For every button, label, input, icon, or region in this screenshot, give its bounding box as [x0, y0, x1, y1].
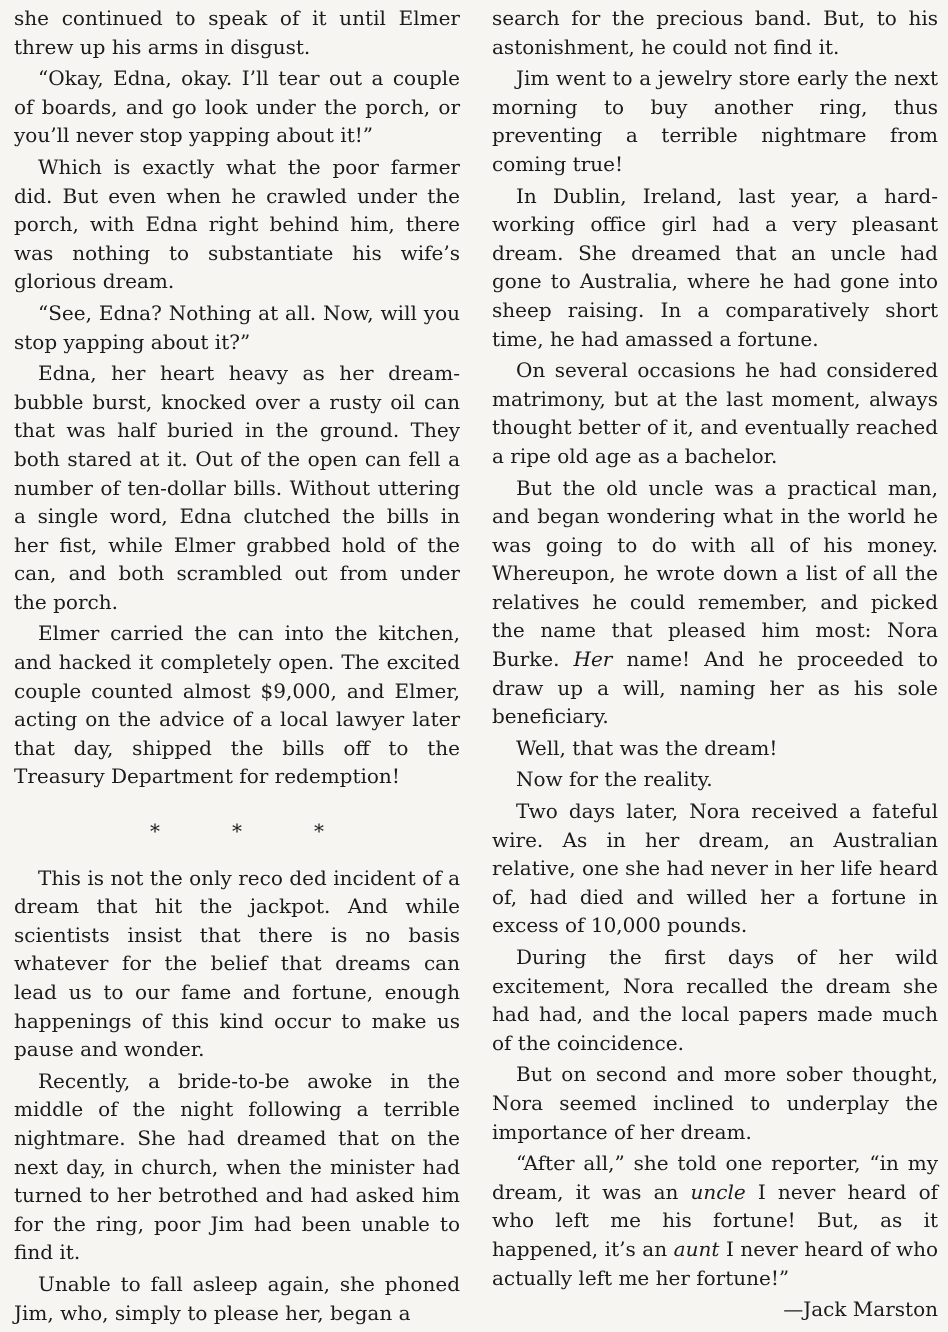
paragraph: During the first days of her wild excitement, Nora recalled the dream she had had, and the local papers made much of the coincidence.: [492, 945, 938, 1055]
paragraph: Unable to fall asleep again, she phoned Jim, who, simply to please her, began a: [14, 1271, 460, 1325]
paragraph: Two days later, Nora received a fateful wire. As in her dream, an Australian relative, one she had never in her life heard of, had died and willed her a fortune in excess of 10,000 pounds.: [492, 799, 938, 938]
paragraph: Jim went to a jewelry store early the next morning to buy another ring, thus preventing a terrible nightmare from coming true!: [492, 66, 938, 176]
paragraph: In Dublin, Ireland, last year, a hard-working office girl had a very pleasant dream. She dreamed that an uncle had gone to Australia, where he had gone into sheep raising. In a comparatively short time, he had amassed a fortune.: [492, 183, 938, 351]
separator-asterisk: *: [150, 819, 160, 844]
paragraph: Elmer carried the can into the kitchen, and hacked it completely open. The excited couple counted almost $9,000, and Elmer, acting on the advice of a local lawyer later that day, shipped the bills off to the Treasury Department for redemption!: [14, 621, 460, 789]
paragraph: Edna, her heart heavy as her dream-bubble burst, knocked over a rusty oil can that was half buried in the ground. They both stared at it. Out of the open can fell a number of ten-dollar bills. Without uttering a single word, Edna clutched the bills in her fist, while Elmer grabbed hold of the can, and both scrambled out from under the porch.: [14, 361, 460, 614]
text-run: I never heard of who left me his fortune! But, as it happened, it’s an: [492, 1179, 939, 1261]
paragraph: “See, Edna? Nothing at all. Now, will you stop yapping about it?”: [14, 300, 460, 354]
separator-asterisk: *: [232, 819, 242, 844]
right-column: [492, 4, 938, 1332]
paragraph: This is not the only reco ded incident of a dream that hit the jackpot. And while scientists insist that there is no basis whatever for the belief that dreams can lead us to our fame and fortune, enough happenings of this kind occur to make us pause and wonder.: [14, 865, 460, 1062]
paragraph: Which is exactly what the poor farmer did. But even when he crawled under the porch, with Edna right behind him, there was nothing to substantiate his wife’s glorious dream.: [14, 154, 460, 294]
emphasis: uncle: [690, 1179, 746, 1204]
paragraph: [492, 474, 938, 731]
paragraph: Now for the reality.: [516, 767, 713, 792]
separator-asterisk: *: [314, 819, 324, 844]
paragraph: [492, 1149, 938, 1292]
paragraph: search for the precious band. But, to his astonishment, he could not find it.: [492, 6, 938, 59]
section-separator: [14, 817, 460, 846]
paragraph: Well, that was the dream!: [516, 735, 778, 760]
text-run: name! And he proceeded to draw up a will, naming her as his sole beneficiary.: [492, 647, 939, 729]
emphasis: Her: [573, 647, 613, 672]
paragraph: “Okay, Edna, okay. I’ll tear out a couple of boards, and go look under the porch, or you’ll never stop yapping about it!”: [14, 66, 460, 148]
paragraph: she continued to speak of it until Elmer threw up his arms in disgust.: [14, 6, 460, 59]
author-byline: —Jack Marston: [783, 1297, 938, 1322]
paragraph: Recently, a bride-to-be awoke in the middle of the night following a terrible nightmare. She had dreamed that on the next day, in church, when the minister had turned to her betrothed and had asked him for the ring, poor Jim had been unable to find it.: [14, 1068, 460, 1265]
emphasis: aunt: [673, 1236, 720, 1261]
text-run: “After all,” she told one reporter, “in my dream, it was an: [492, 1151, 938, 1204]
text-run: I never heard of who actually left me her fortune!”: [492, 1236, 939, 1290]
paragraph: On several occasions he had considered matrimony, but at the last moment, always thought better of it, and eventually reached a ripe old age as a bachelor.: [492, 358, 938, 468]
left-column: [14, 4, 460, 1332]
text-run: But the old uncle was a practical man, and began wondering what in the world he was going to do with all of his money. Whereupon, he wrote down a list of all the relatives he could remember, and picked the name that pleased him most: Nora Burke.: [492, 475, 938, 672]
paragraph: But on second and more sober thought, Nora seemed inclined to underplay the importance of her dream.: [492, 1062, 938, 1144]
